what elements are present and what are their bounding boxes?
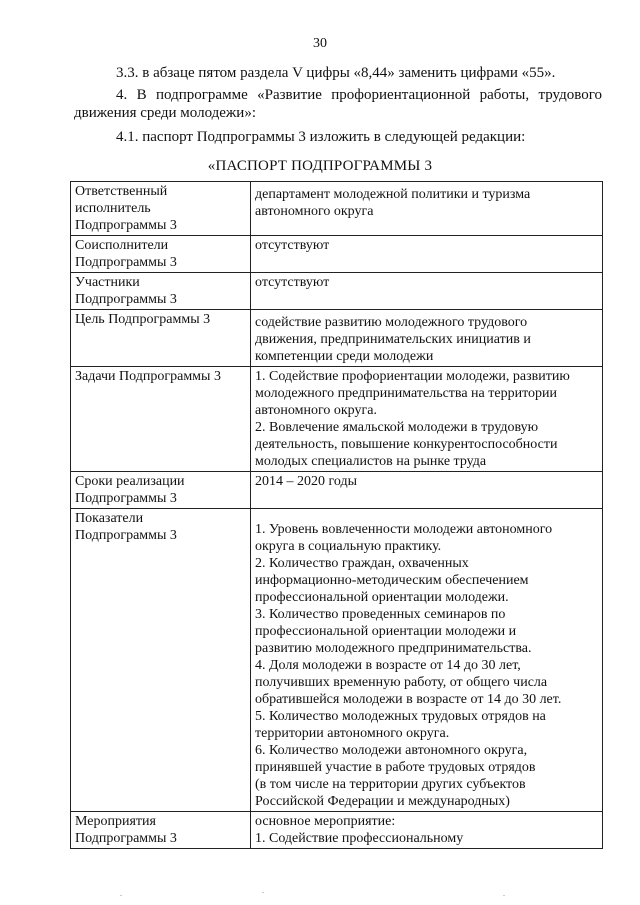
passport-table [70,181,603,849]
row-value-line: отсутствуют [255,238,330,253]
row-label-line: Подпрограммы 3 [75,292,177,307]
row-value-cell [251,273,603,310]
row-label-cell [71,509,251,812]
row-value-line: движения, предпринимательских инициатив и [255,332,531,347]
row-value-line: Российской Федерации и международных) [255,794,510,809]
row-label-cell [71,367,251,472]
row-value-line: профессиональной ориентации молодежи и [255,624,517,639]
row-label-line: Подпрограммы 3 [75,831,177,846]
row-value-line: 6. Количество молодежи автономного округа, [255,743,528,758]
row-value-line: 5. Количество молодежных трудовых отрядов на [255,709,546,724]
row-value-cell [251,182,603,236]
row-value-line: департамент молодежной политики и туризма [255,187,531,202]
row-value-line: деятельность, повышение конкурентоспособности [255,437,558,452]
row-value-cell [251,472,603,509]
row-label-cell [71,236,251,273]
row-label-line: Подпрограммы 3 [75,491,177,506]
row-value-line: содействие развитию молодежного трудового [255,315,528,330]
row-label-line: Показатели [75,511,144,526]
row-value-line: молодежного предпринимательства на территории [255,386,558,401]
row-value-line: 2014 – 2020 годы [255,474,358,489]
row-label-cell [71,273,251,310]
row-value-line: компетенции среди молодежи [255,349,434,364]
row-value-line: автономного округа [255,204,374,219]
row-label-line: Соисполнители [75,238,169,253]
row-value-line: 1. Содействие профессиональному [255,831,464,846]
row-label-line: Цель Подпрограммы 3 [75,312,211,327]
passport-table-body [71,182,603,849]
row-value-line: 3. Количество проведенных семинаров по [255,607,506,622]
scan-mark: . [262,886,264,895]
row-value-line: получивших временную работу, от общего числа [255,675,548,690]
intro-paragraph-1: 3.3. в абзаце пятом раздела V цифры «8,44» заменить цифрами «55». [116,65,556,81]
scan-mark: . [503,889,505,898]
passport-title: «ПАСПОРТ ПОДПРОГРАММЫ 3 [207,158,433,174]
row-label-cell [71,812,251,849]
table-row [71,236,603,273]
row-label-cell [71,472,251,509]
table-row [71,367,603,472]
table-row [71,273,603,310]
row-value-line: автономного округа. [255,403,377,418]
row-label-line: Сроки реализации [75,474,185,489]
row-value-line: принявшей участие в работе трудовых отрядов [255,760,536,775]
row-value-line: 2. Вовлечение ямальской молодежи в трудовую [255,420,539,435]
row-value-line: 4. Доля молодежи в возрасте от 14 до 30 лет, [255,658,521,673]
row-value-line: профессиональной ориентации молодежи. [255,590,509,605]
row-label-line: Мероприятия [75,814,156,829]
intro-paragraph-3: 4.1. паспорт Подпрограммы 3 изложить в следующей редакции: [116,129,526,145]
table-row [71,509,603,812]
row-value-line: основное мероприятие: [255,814,396,829]
row-value-line: 1. Содействие профориентации молодежи, развитию [255,369,570,384]
row-value-cell [251,310,603,367]
row-label-cell [71,310,251,367]
row-label-line: Ответственный [75,184,168,199]
row-label-line: исполнитель [75,201,151,216]
scan-mark: . [120,889,122,898]
intro-paragraph-2: 4. В подпрограмме «Развитие профориентационной работы, трудового движения среди молодежи»: [74,87,602,121]
row-label-line: Задачи Подпрограммы 3 [75,369,221,384]
page-number: 30 [313,36,327,51]
row-value-line: обратившейся молодежи в возрасте от 14 до 30 лет. [255,692,562,707]
row-value-line: (в том числе на территории других субъектов [255,777,526,792]
row-value-line: округа в социальную практику. [255,539,442,554]
row-value-line: 1. Уровень вовлеченности молодежи автономного [255,522,553,537]
table-row [71,182,603,236]
intro-text [74,64,602,150]
row-value-line: развитию молодежного предпринимательства. [255,641,532,656]
row-label-line: Подпрограммы 3 [75,218,177,233]
row-value-cell [251,367,603,472]
row-value-line: информационно-методическим обеспечением [255,573,529,588]
table-row [71,472,603,509]
row-value-line: 2. Количество граждан, охваченных [255,556,469,571]
row-label-line: Участники [75,275,140,290]
row-label-line: Подпрограммы 3 [75,255,177,270]
table-row [71,310,603,367]
row-value-cell [251,236,603,273]
table-row [71,812,603,849]
row-label-cell [71,182,251,236]
row-value-line: молодых специалистов на рынке труда [255,454,487,469]
row-label-line: Подпрограммы 3 [75,528,177,543]
row-value-cell [251,812,603,849]
row-value-line: отсутствуют [255,275,330,290]
row-value-line: территории автономного округа. [255,726,450,741]
row-value-cell [251,509,603,812]
